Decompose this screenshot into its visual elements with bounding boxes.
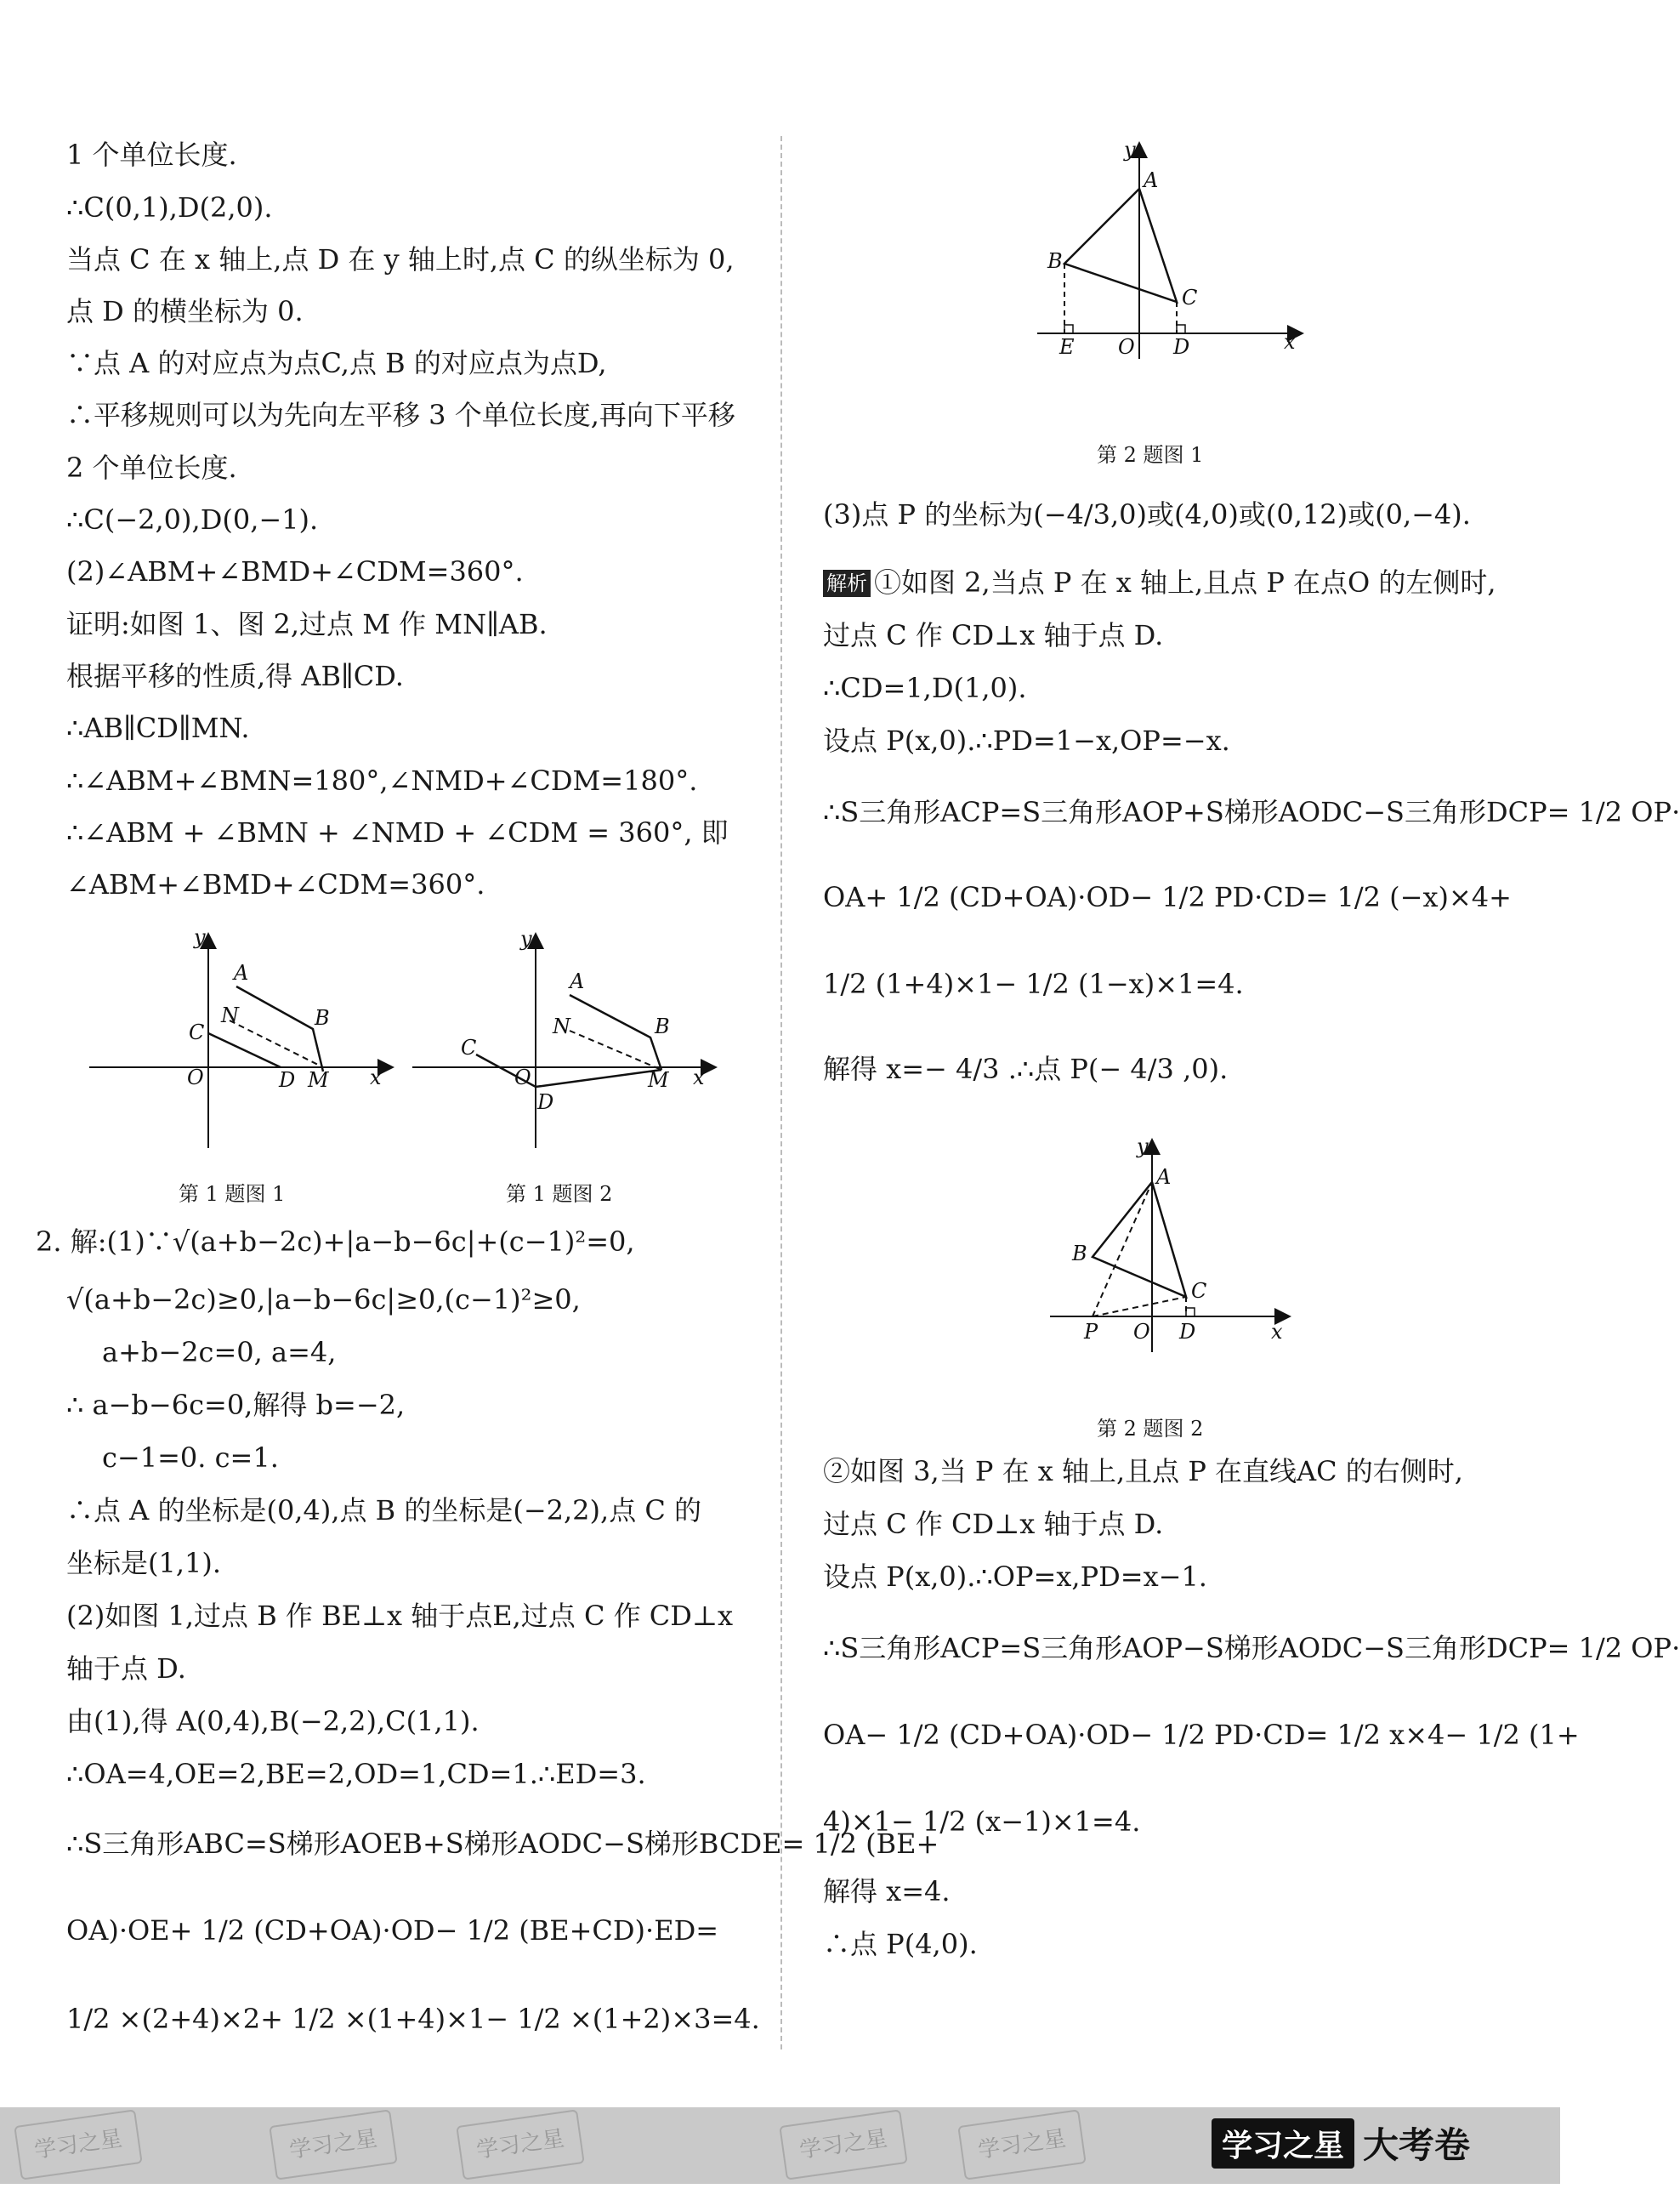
figure-caption: 第 2 题图 2: [1097, 1417, 1204, 1441]
text-line: 解得 x=4.: [823, 1875, 951, 1907]
text-line: 设点 P(x,0).∴PD=1−x,OP=−x.: [823, 725, 1230, 757]
text-line: OA)·OE+ 1/2 (CD+OA)·OD− 1/2 (BE+CD)·ED=: [66, 1914, 719, 1947]
text-line: ∵点 A 的对应点为点C,点 B 的对应点为点D,: [66, 347, 607, 379]
svg-text:C: C: [1182, 286, 1198, 310]
text-line: 设点 P(x,0).∴OP=x,PD=x−1.: [823, 1560, 1207, 1593]
text-line: 2 个单位长度.: [66, 452, 237, 484]
svg-text:O: O: [1118, 335, 1135, 359]
svg-text:M: M: [308, 1068, 329, 1092]
watermark: 学习之星: [14, 2109, 143, 2180]
svg-text:D: D: [279, 1068, 296, 1092]
text-line: 2. 解:(1)∵√(a+b−2c)+|a−b−6c|+(c−1)²=0,: [36, 1225, 635, 1258]
text-line: 1 个单位长度.: [66, 139, 237, 171]
watermark: 学习之星: [779, 2109, 908, 2180]
text-line: ①如图 2,当点 P 在 x 轴上,且点 P 在点O 的左侧时,: [874, 566, 1496, 599]
text-line: ∴S三角形ACP=S三角形AOP−S梯形AODC−S三角形DCP= 1/2 OP·: [823, 1632, 1680, 1664]
svg-text:y: y: [1137, 1134, 1149, 1158]
svg-text:A: A: [1156, 1165, 1172, 1189]
figure-1-1: [85, 927, 400, 1157]
column-divider: [780, 136, 782, 2049]
text-line: 坐标是(1,1).: [66, 1547, 222, 1579]
svg-text:y: y: [520, 927, 532, 951]
text-line: 1/2 ×(2+4)×2+ 1/2 ×(1+4)×1− 1/2 ×(1+2)×3=4.: [66, 2003, 760, 2035]
text-line: c−1=0. c=1.: [102, 1441, 279, 1474]
svg-text:O: O: [1133, 1320, 1150, 1344]
text-line: ∴C(0,1),D(2,0).: [66, 191, 273, 224]
figure-caption: 第 1 题图 1: [179, 1182, 286, 1206]
text-line: OA+ 1/2 (CD+OA)·OD− 1/2 PD·CD= 1/2 (−x)×4+: [823, 881, 1512, 913]
text-line: (3)点 P 的坐标为(−4/3,0)或(4,0)或(0,12)或(0,−4).: [823, 498, 1471, 531]
svg-text:M: M: [648, 1068, 669, 1092]
svg-text:A: A: [1144, 168, 1159, 192]
text-line: 1/2 (1+4)×1− 1/2 (1−x)×1=4.: [823, 968, 1244, 1000]
watermark: 学习之星: [269, 2109, 398, 2180]
svg-text:O: O: [187, 1066, 204, 1089]
svg-text:B: B: [315, 1006, 330, 1030]
figure-caption: 第 1 题图 2: [506, 1182, 613, 1206]
svg-text:O: O: [514, 1066, 531, 1089]
svg-text:A: A: [234, 961, 249, 985]
text-line: ∴ a−b−6c=0,解得 b=−2,: [66, 1389, 406, 1421]
svg-text:D: D: [537, 1090, 554, 1114]
brand-name: 大考卷: [1363, 2124, 1471, 2166]
svg-text:x: x: [693, 1066, 705, 1089]
svg-text:B: B: [1047, 249, 1063, 273]
figure-2-1: [1029, 136, 1309, 366]
svg-text:B: B: [1072, 1242, 1087, 1265]
svg-text:A: A: [570, 969, 585, 993]
text-line: 过点 C 作 CD⊥x 轴于点 D.: [823, 1508, 1164, 1540]
figure-2-2: [1041, 1131, 1297, 1361]
svg-text:x: x: [370, 1066, 382, 1089]
svg-text:C: C: [189, 1020, 205, 1044]
watermark: 学习之星: [957, 2109, 1087, 2180]
text-line: 证明:如图 1、图 2,过点 M 作 MN∥AB.: [66, 608, 548, 640]
text-line: ∴∠ABM + ∠BMN + ∠NMD + ∠CDM = 360°, 即: [66, 816, 729, 849]
text-line: ∴点 A 的坐标是(0,4),点 B 的坐标是(−2,2),点 C 的: [66, 1494, 702, 1526]
svg-text:D: D: [1179, 1320, 1196, 1344]
text-line: ∴点 P(4,0).: [823, 1928, 978, 1960]
svg-text:y: y: [1124, 138, 1136, 162]
svg-text:C: C: [1191, 1279, 1207, 1303]
text-line: 当点 C 在 x 轴上,点 D 在 y 轴上时,点 C 的纵坐标为 0,: [66, 243, 735, 276]
text-line: ②如图 3,当 P 在 x 轴上,且点 P 在直线AC 的右侧时,: [823, 1455, 1463, 1487]
text-line: (2)如图 1,过点 B 作 BE⊥x 轴于点E,过点 C 作 CD⊥x: [66, 1600, 734, 1632]
text-line: ∴S三角形ACP=S三角形AOP+S梯形AODC−S三角形DCP= 1/2 OP·: [823, 796, 1680, 828]
figure-caption: 第 2 题图 1: [1097, 443, 1204, 467]
text-line: 点 D 的横坐标为 0.: [66, 295, 304, 327]
text-line: 根据平移的性质,得 AB∥CD.: [66, 660, 404, 692]
text-line: ∴∠ABM+∠BMN=180°,∠NMD+∠CDM=180°.: [66, 765, 698, 797]
text-line: a+b−2c=0, a=4,: [102, 1336, 337, 1368]
text-line: ∴C(−2,0),D(0,−1).: [66, 503, 319, 536]
text-line: ∴平移规则可以为先向左平移 3 个单位长度,再向下平移: [66, 399, 735, 431]
text-line: OA− 1/2 (CD+OA)·OD− 1/2 PD·CD= 1/2 x×4− 1/2 (1+: [823, 1719, 1580, 1751]
svg-text:B: B: [655, 1015, 670, 1038]
text-line: 过点 C 作 CD⊥x 轴于点 D.: [823, 619, 1164, 651]
svg-text:D: D: [1173, 335, 1190, 359]
svg-text:P: P: [1084, 1320, 1098, 1344]
svg-text:N: N: [553, 1015, 570, 1038]
svg-text:C: C: [461, 1036, 477, 1060]
text-line: 解得 x=− 4/3 .∴点 P(− 4/3 ,0).: [823, 1053, 1229, 1085]
brand: [1212, 2116, 1470, 2170]
text-line: ∠ABM+∠BMD+∠CDM=360°.: [66, 868, 485, 901]
text-line: ∴CD=1,D(1,0).: [823, 672, 1027, 704]
text-line: 轴于点 D.: [66, 1652, 186, 1685]
brand-logo: 学习之星: [1212, 2118, 1354, 2169]
text-line: ∴AB∥CD∥MN.: [66, 712, 250, 744]
text-line: ∴OA=4,OE=2,BE=2,OD=1,CD=1.∴ED=3.: [66, 1758, 646, 1790]
text-line: 由(1),得 A(0,4),B(−2,2),C(1,1).: [66, 1705, 480, 1737]
svg-text:y: y: [194, 925, 206, 949]
watermark: 学习之星: [456, 2109, 585, 2180]
svg-text:E: E: [1059, 335, 1075, 359]
text-line: ∴S三角形ABC=S梯形AOEB+S梯形AODC−S梯形BCDE= 1/2 (BE+: [66, 1828, 939, 1860]
svg-text:N: N: [221, 1003, 239, 1027]
text-line: (2)∠ABM+∠BMD+∠CDM=360°.: [66, 555, 524, 588]
svg-text:x: x: [1284, 330, 1296, 354]
svg-text:x: x: [1271, 1320, 1283, 1344]
analysis-badge: 解析: [823, 570, 871, 597]
text-line: 4)×1− 1/2 (x−1)×1=4.: [823, 1805, 1141, 1838]
text-line: √(a+b−2c)≥0,|a−b−6c|≥0,(c−1)²≥0,: [66, 1283, 581, 1316]
figure-1-2: [408, 927, 723, 1157]
